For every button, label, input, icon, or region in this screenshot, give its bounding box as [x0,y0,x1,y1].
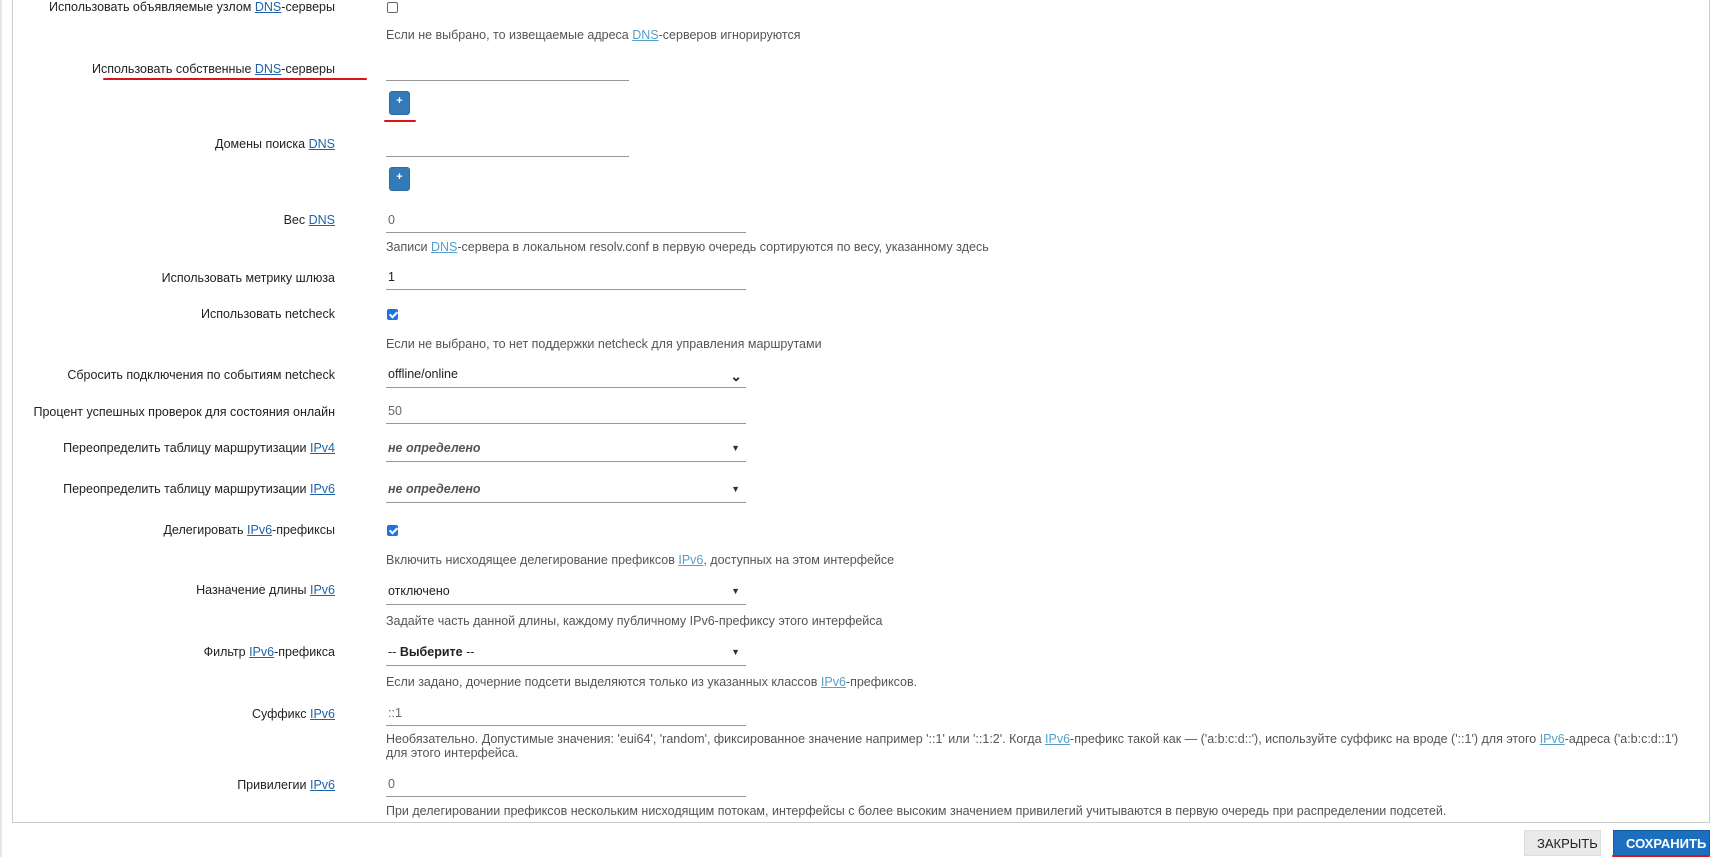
ipv6-preference-label: Привилегии IPv6 [237,778,335,792]
left-edge [0,0,2,857]
close-button[interactable]: ЗАКРЫТЬ [1524,830,1601,856]
ipv6-table-select[interactable]: не определено ▼ [386,477,746,503]
advertised-dns-checkbox[interactable] [387,2,398,13]
delegate-ipv6-description: Включить нисходящее делегирование префиксов IPv6, доступных на этом интерфейсе [386,553,895,567]
caret-down-icon: ▼ [731,586,740,596]
advertised-dns-label: Использовать объявляемые узлом DNS-серверы [49,0,335,14]
dns-search-input[interactable] [386,133,629,157]
ipv6-suffix-description-line2: для этого интерфейса. [386,746,519,760]
ipv6-preference-description: При делегировании префиксов нескольким нисходящим потокам, интерфейсы с более высоким значением привилегий учитываются в первую очередь при распределении подсетей. [386,804,1447,818]
ipv6-prefix-filter-label: Фильтр IPv6-префикса [203,645,335,659]
ipv6-assign-length-description: Задайте часть данной длины, каждому публичному IPv6-префиксу этого интерфейса [386,614,883,628]
custom-dns-input[interactable] [386,57,629,81]
dns-search-add-button[interactable]: + [389,167,410,191]
ipv6-assign-length-select[interactable]: отключено ▼ [386,579,746,605]
dns-weight-label: Вес DNS [283,213,335,227]
netcheck-description: Если не выбрано, то нет поддержки netcheck для управления маршрутами [386,337,822,351]
ipv6-prefix-filter-select[interactable]: -- Выберите -- ▼ [386,640,746,666]
caret-down-icon: ▼ [731,443,740,453]
caret-down-icon: ▼ [731,647,740,657]
annotation-underline [384,120,416,122]
gateway-metric-input[interactable]: 1 [386,266,746,290]
delegate-ipv6-checkbox[interactable] [387,525,398,536]
online-percent-label: Процент успешных проверок для состояния онлайн [33,405,335,419]
dns-search-label: Домены поиска DNS [215,137,335,151]
caret-down-icon: ▼ [731,484,740,494]
ipv6-assign-length-label: Назначение длины IPv6 [196,583,335,597]
ipv6-suffix-input[interactable]: ::1 [386,702,746,726]
online-percent-input[interactable]: 50 [386,400,746,424]
custom-dns-add-button[interactable]: + [389,91,410,115]
ipv6-suffix-description: Необязательно. Допустимые значения: 'eui64', 'random', фиксированное значение например '::1' или '::1:2'. Когда IPv6-префикс такой как — ('a:b:c:d::'), используйте суффикс на вроде ('::1') для этого IPv6-адреса ('a:b:c:d::1') [386,732,1679,746]
interface-advanced-settings-panel [12,0,1710,823]
annotation-underline [103,78,367,80]
netcheck-label: Использовать netcheck [201,307,335,321]
dns-weight-input[interactable]: 0 [386,209,746,233]
advertised-dns-description: Если не выбрано, то извещаемые адреса DNS-серверов игнорируются [386,28,801,42]
delegate-ipv6-label: Делегировать IPv6-префиксы [163,523,335,537]
chevron-down-icon: ⌄ [730,368,742,384]
ipv6-preference-input[interactable]: 0 [386,773,746,797]
ipv4-table-label: Переопределить таблицу маршрутизации IPv4 [63,441,335,455]
custom-dns-label: Использовать собственные DNS-серверы [91,62,335,76]
ipv6-suffix-label: Суффикс IPv6 [251,707,335,721]
ipv4-table-select[interactable]: не определено ▼ [386,436,746,462]
reset-netcheck-label: Сбросить подключения по событиям netcheck [67,368,335,382]
save-button[interactable]: СОХРАНИТЬ [1613,830,1710,856]
netcheck-checkbox[interactable] [387,309,398,320]
dns-weight-description: Записи DNS-сервера в локальном resolv.conf в первую очередь сортируются по весу, указанному здесь [386,240,989,254]
ipv6-table-label: Переопределить таблицу маршрутизации IPv6 [63,482,335,496]
ipv6-prefix-filter-description: Если задано, дочерние подсети выделяются только из указанных классов IPv6-префиксов. [386,675,918,689]
reset-netcheck-select[interactable]: offline/online ⌄ [386,362,746,388]
gateway-metric-label: Использовать метрику шлюза [161,271,335,285]
